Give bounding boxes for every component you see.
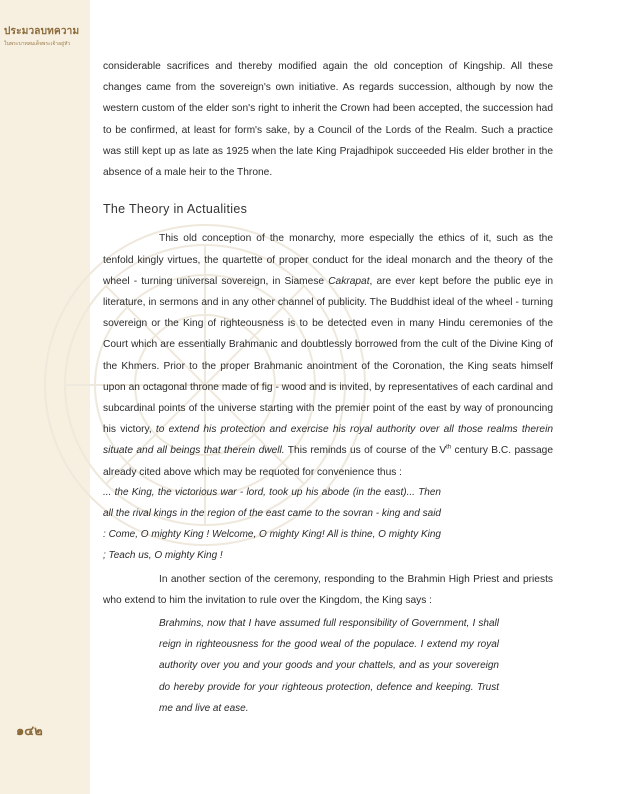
paragraph-succession: considerable sacrifices and thereby modified again the old conception of Kingship. All these changes came from the sovereign's own initiative. As regards succession, although by now the western custom of the elder son's right to inherit the Crown had been accepted, the succession had to be confirmed, at least for form's sake, by a Council of the Lords of the Realm. Such a practice was still kept up as late as 1925 when the late King Prajadhipok succeeded His elder brother in the absence of a male heir to the Throne. (103, 61, 553, 179)
brand-subtitle: ในพระบาทสมเด็จพระเจ้าอยู่หัว (4, 41, 71, 47)
section-heading: The Theory in Actualities (103, 202, 248, 217)
paragraph-text: century B.C. passage already cited above which may be requoted for convenience thus : (103, 445, 553, 478)
brand-title: ประมวลบทความ (4, 26, 80, 37)
margin-strip (0, 0, 90, 794)
paragraph-theory (103, 228, 553, 482)
paragraph-text: This reminds us of course of the V (284, 445, 447, 457)
header-brand (4, 24, 88, 48)
block-quote-2: Brahmins, now that I have assumed full responsibility of Government, I shall reign in righteousness for the good weal of the populace. I extend my royal authority over you and your goods and your chattels, and as your sovereign do hereby provide for your righteous protection, defence and keeping. Trust me and live at ease. (159, 618, 499, 714)
italic-passage: to extend his protection and exercise his royal authority over all those realms therein situate and all beings that therein dwell. (103, 424, 553, 457)
paragraph-text: This old conception of the monarchy, more especially the ethics of it, such as the tenfold kingly virtues, the quartette of proper conduct for the ideal monarch and the theory of the wheel - turning universal sovereign, in Siamese (103, 233, 553, 287)
paragraph-text: , are ever kept before the public eye in literature, in sermons and in any other channel of publicity. The Buddhist ideal of the wheel - turning sovereign or the King of righteousness is to be detected even in many Hindu ceremonies of the Court which are essentially Brahmanic and doubtlessly borrowed from the cult of the Divine King of the Khmers. Prior to the proper Brahmanic anointment of the Coronation, the King seats himself upon an octagonal throne made of fig - wood and is invited, by representatives of each cardinal and subcardinal points of the universe starting with the premier point of the east by way of pronouncing his victory, (103, 275, 553, 436)
superscript: th (446, 445, 452, 452)
paragraph-ceremony: In another section of the ceremony, responding to the Brahmin High Priest and priests who extend to him the invitation to rule over the Kingdom, the King says : (103, 573, 553, 606)
block-quote-1: ... the King, the victorious war - lord, took up his abode (in the east)... Then all the rival kings in the region of the east came to the sovran - king and said : Come, O mighty King ! Welcome, O mighty King! All is thine, O mighty King ; Teach us, O mighty King ! (103, 486, 441, 562)
term-cakrapat: Cakrapat (328, 275, 370, 287)
article-body (103, 56, 553, 719)
page-number: ๑๔๒ (16, 723, 43, 738)
